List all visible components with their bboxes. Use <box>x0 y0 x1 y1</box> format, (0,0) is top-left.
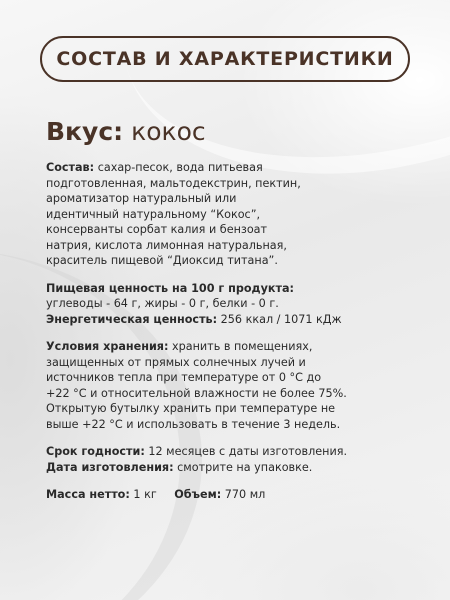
storage-line: Открытую бутылку хранить при температуре не <box>46 402 336 415</box>
storage-block <box>46 339 386 432</box>
dates-block <box>46 444 386 475</box>
composition-line: идентичный натуральному “Кокос”, <box>46 207 261 221</box>
nutrition-values: углеводы - 64 г, жиры - 0 г, белки - 0 г. <box>46 297 279 310</box>
storage-line <box>46 339 386 355</box>
energy-value: 256 ккал / 1071 кДж <box>220 312 342 326</box>
net-mass-label: Масса нетто: <box>46 488 130 501</box>
storage-line: +22 °С и относительной влажности не более 75%. <box>46 386 347 400</box>
taste-line <box>46 116 386 148</box>
mass-volume-line <box>46 487 386 503</box>
energy-line <box>46 312 386 328</box>
composition-line: краситель пищевой “Диоксид титана”. <box>46 254 278 267</box>
section-header <box>40 36 410 82</box>
storage-line: защищенных от прямых солнечных лучей и <box>46 355 306 369</box>
composition-line: натрия, кислота лимонная натуральная, <box>46 238 287 252</box>
section-title: СОСТАВ И ХАРАКТЕРИСТИКИ <box>56 48 394 70</box>
taste-value: кокос <box>131 117 206 146</box>
volume-label: Объем: <box>174 488 222 501</box>
volume-value: 770 мл <box>224 488 266 501</box>
composition-line: консерванты сорбат калия и бензоат <box>46 223 268 236</box>
composition-block <box>46 160 386 269</box>
net-mass-value: 1 кг <box>133 488 157 501</box>
storage-line: выше +22 °С и использовать в течение 3 недель. <box>46 417 341 431</box>
energy-label: Энергетическая ценность: <box>46 312 218 326</box>
storage-line: источников тепла при температуре от 0 °С до <box>46 371 322 384</box>
manufacture-date-value: смотрите на упаковке. <box>177 460 313 474</box>
composition-line: подготовленная, мальтодекстрин, пектин, <box>46 176 301 190</box>
composition-text: сахар-песок, вода питьевая <box>97 161 263 174</box>
composition-label: Состав: <box>46 161 95 174</box>
composition-line: ароматизатор натуральный или <box>46 192 237 205</box>
shelf-life-value: 12 месяцев с даты изготовления. <box>148 445 348 458</box>
shelf-life-label: Срок годности: <box>46 445 145 458</box>
shelf-life-line <box>46 444 386 460</box>
taste-label: Вкус: <box>46 117 124 146</box>
nutrition-label-text: Пищевая ценность на 100 г продукта: <box>46 281 294 295</box>
manufacture-date-label: Дата изготовления: <box>46 460 174 474</box>
storage-label: Условия хранения: <box>46 340 169 353</box>
nutrition-label <box>46 281 386 297</box>
nutrition-block <box>46 281 386 328</box>
composition-line <box>46 160 386 176</box>
manufacture-date-line <box>46 460 386 476</box>
storage-text: хранить в помещениях, <box>172 340 313 353</box>
product-details <box>46 116 386 503</box>
